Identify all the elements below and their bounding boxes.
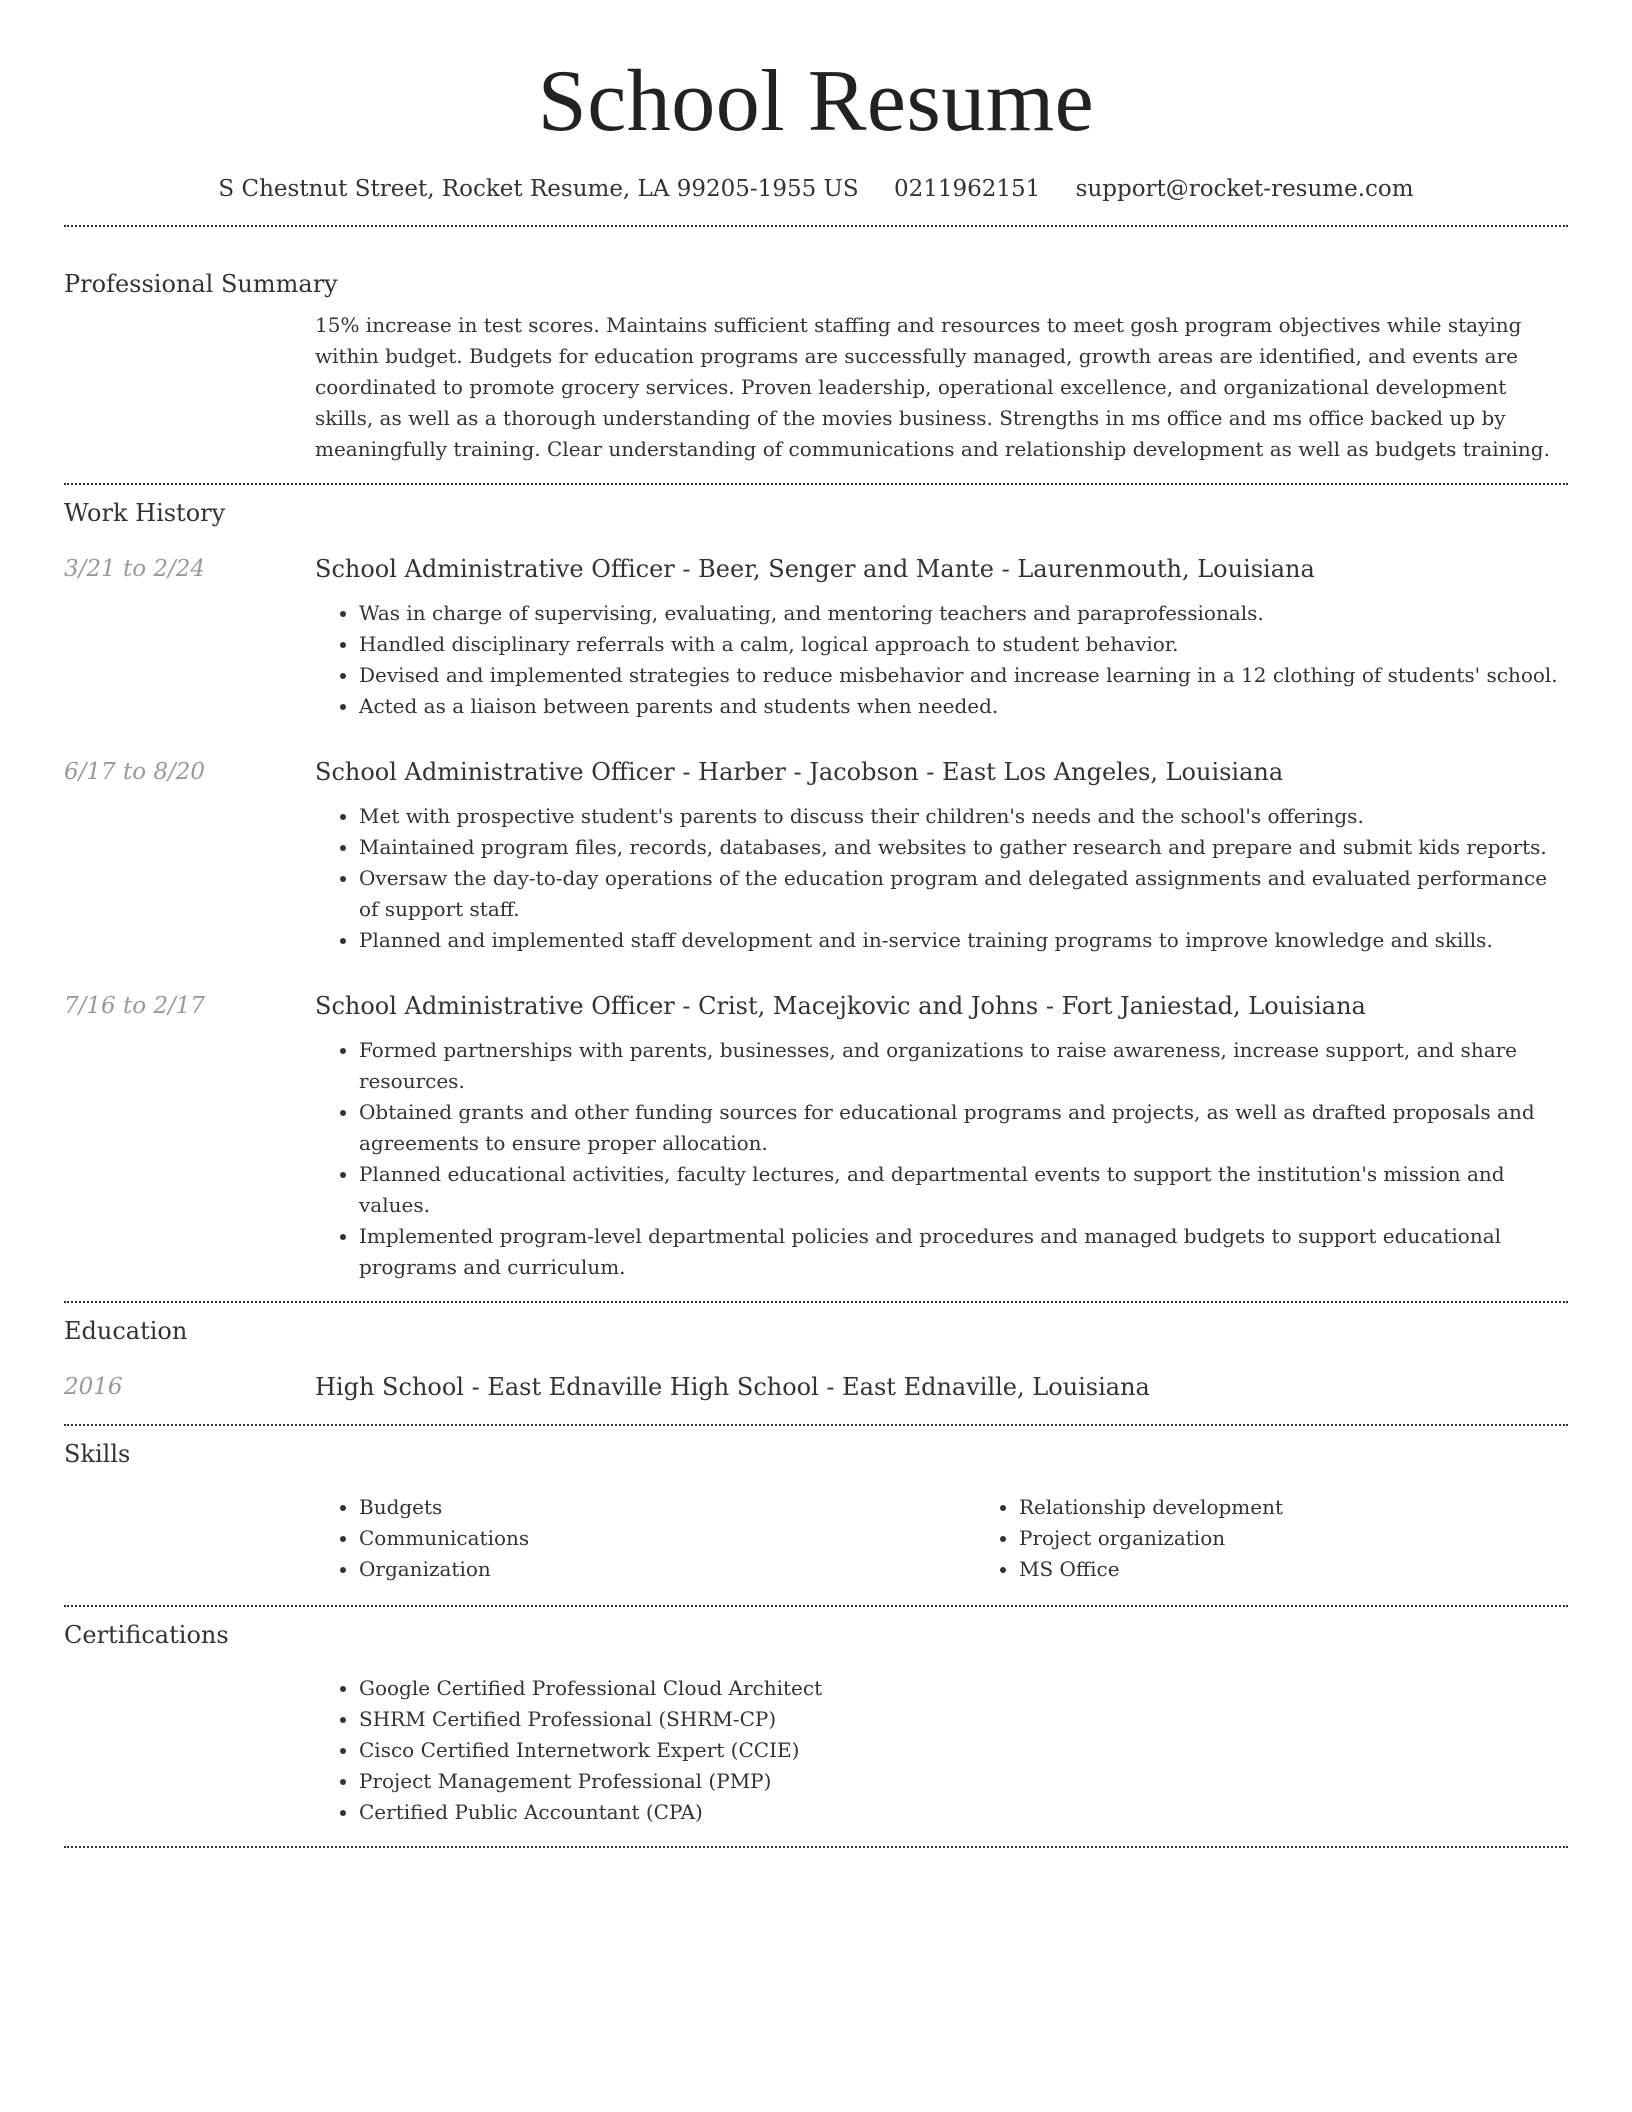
education-year: 2016 <box>64 1374 123 1400</box>
list-item: • Was in charge of supervising, evaluating, and mentoring teachers and paraprofessionals. <box>359 598 1568 629</box>
list-item: • Planned and implemented staff development and in-service training programs to improve knowledge and skills. <box>359 925 1568 956</box>
summary-content <box>315 310 1568 465</box>
job-content <box>315 989 1568 1283</box>
divider <box>64 1301 1568 1303</box>
summary-spacer <box>64 310 315 465</box>
skills-row <box>64 1492 1568 1585</box>
list-item: • Met with prospective student's parents to discuss their children's needs and the school's offerings. <box>359 801 1568 832</box>
job-bullets <box>315 598 1568 722</box>
job-dates: 3/21 to 2/24 <box>64 556 206 582</box>
list-item: • Handled disciplinary referrals with a calm, logical approach to student behavior. <box>359 629 1568 660</box>
list-item: • Planned educational activities, faculty lectures, and departmental events to support the institution's mission and values. <box>359 1159 1568 1221</box>
contact-line <box>64 172 1568 206</box>
contact-phone: 0211962151 <box>893 176 1041 202</box>
list-item: • Certified Public Accountant (CPA) <box>359 1797 1568 1828</box>
list-item: • Organization <box>359 1554 975 1585</box>
list-item: • Cisco Certified Internetwork Expert (CCIE) <box>359 1735 1568 1766</box>
education-entry <box>64 1370 1568 1404</box>
list-item: • Obtained grants and other funding sources for educational programs and projects, as well as drafted proposals and agreements to ensure proper allocation. <box>359 1097 1568 1159</box>
job-title: School Administrative Officer - Harber - Jacobson - East Los Angeles, Louisiana <box>315 758 1284 786</box>
skills-list-right <box>975 1492 1632 1585</box>
certifications-list <box>315 1673 1568 1828</box>
divider <box>64 1846 1568 1848</box>
job-dates: 7/16 to 2/17 <box>64 993 206 1019</box>
list-item: • Acted as a liaison between parents and students when needed. <box>359 691 1568 722</box>
job-dates: 6/17 to 8/20 <box>64 759 206 785</box>
list-item: • Budgets <box>359 1492 975 1523</box>
job-bullets <box>315 801 1568 956</box>
job-bullets <box>315 1035 1568 1283</box>
list-item: • Google Certified Professional Cloud Architect <box>359 1673 1568 1704</box>
contact-address: S Chestnut Street, Rocket Resume, LA 99205-1955 US <box>218 176 859 202</box>
list-item: • Maintained program files, records, databases, and websites to gather research and prepare and submit kids reports. <box>359 832 1568 863</box>
job-title: School Administrative Officer - Beer, Senger and Mante - Laurenmouth, Louisiana <box>315 555 1315 583</box>
section-title-education: Education <box>64 1317 188 1345</box>
job-content <box>315 552 1568 722</box>
list-item: • Project Management Professional (PMP) <box>359 1766 1568 1797</box>
skills-list-left <box>315 1492 975 1585</box>
job-entry <box>64 755 1568 956</box>
certifications-content <box>315 1673 1568 1828</box>
list-item: • SHRM Certified Professional (SHRM-CP) <box>359 1704 1568 1735</box>
job-entry <box>64 552 1568 722</box>
resume-title: School Resume <box>537 53 1095 150</box>
list-item: • Oversaw the day-to-day operations of the education program and delegated assignments and evaluated performance of support staff. <box>359 863 1568 925</box>
job-content <box>315 755 1568 956</box>
list-item: • MS Office <box>1019 1554 1632 1585</box>
skills-grid <box>315 1492 1632 1585</box>
list-item: • Devised and implemented strategies to reduce misbehavior and increase learning in a 12 clothing of students' school. <box>359 660 1568 691</box>
education-title: High School - East Ednaville High School - East Ednaville, Louisiana <box>315 1373 1150 1401</box>
skills-spacer <box>64 1492 315 1585</box>
section-title-work: Work History <box>64 499 226 527</box>
divider <box>64 1424 1568 1426</box>
summary-text: 15% increase in test scores. Maintains sufficient staffing and resources to meet gosh program objectives while staying within budget. Budgets for education programs are successfully managed, growth areas are identified, and events are coordinated to promote grocery services. Proven leadership, operational excellence, and organizational development skills, as well as a thorough understanding of the movies business. Strengths in ms office and ms office backed up by meaningfully training. Clear understanding of communications and relationship development as well as budgets training. <box>315 313 1550 461</box>
job-entry <box>64 989 1568 1283</box>
summary-row <box>64 310 1568 465</box>
contact-email: support@rocket-resume.com <box>1075 176 1414 202</box>
section-title-certifications: Certifications <box>64 1621 229 1649</box>
divider <box>64 1605 1568 1607</box>
section-title-skills: Skills <box>64 1440 131 1468</box>
certifications-row <box>64 1673 1568 1828</box>
divider <box>64 483 1568 485</box>
list-item: • Implemented program-level departmental policies and procedures and managed budgets to support educational programs and curriculum. <box>359 1221 1568 1283</box>
section-title-summary: Professional Summary <box>64 270 338 298</box>
education-content <box>315 1370 1568 1404</box>
certifications-spacer <box>64 1673 315 1828</box>
list-item: • Project organization <box>1019 1523 1632 1554</box>
divider <box>64 225 1568 227</box>
job-title: School Administrative Officer - Crist, Macejkovic and Johns - Fort Janiestad, Louisiana <box>315 992 1366 1020</box>
list-item: • Formed partnerships with parents, businesses, and organizations to raise awareness, increase support, and share resources. <box>359 1035 1568 1097</box>
resume-page <box>64 0 1568 1848</box>
list-item: • Relationship development <box>1019 1492 1632 1523</box>
list-item: • Communications <box>359 1523 975 1554</box>
